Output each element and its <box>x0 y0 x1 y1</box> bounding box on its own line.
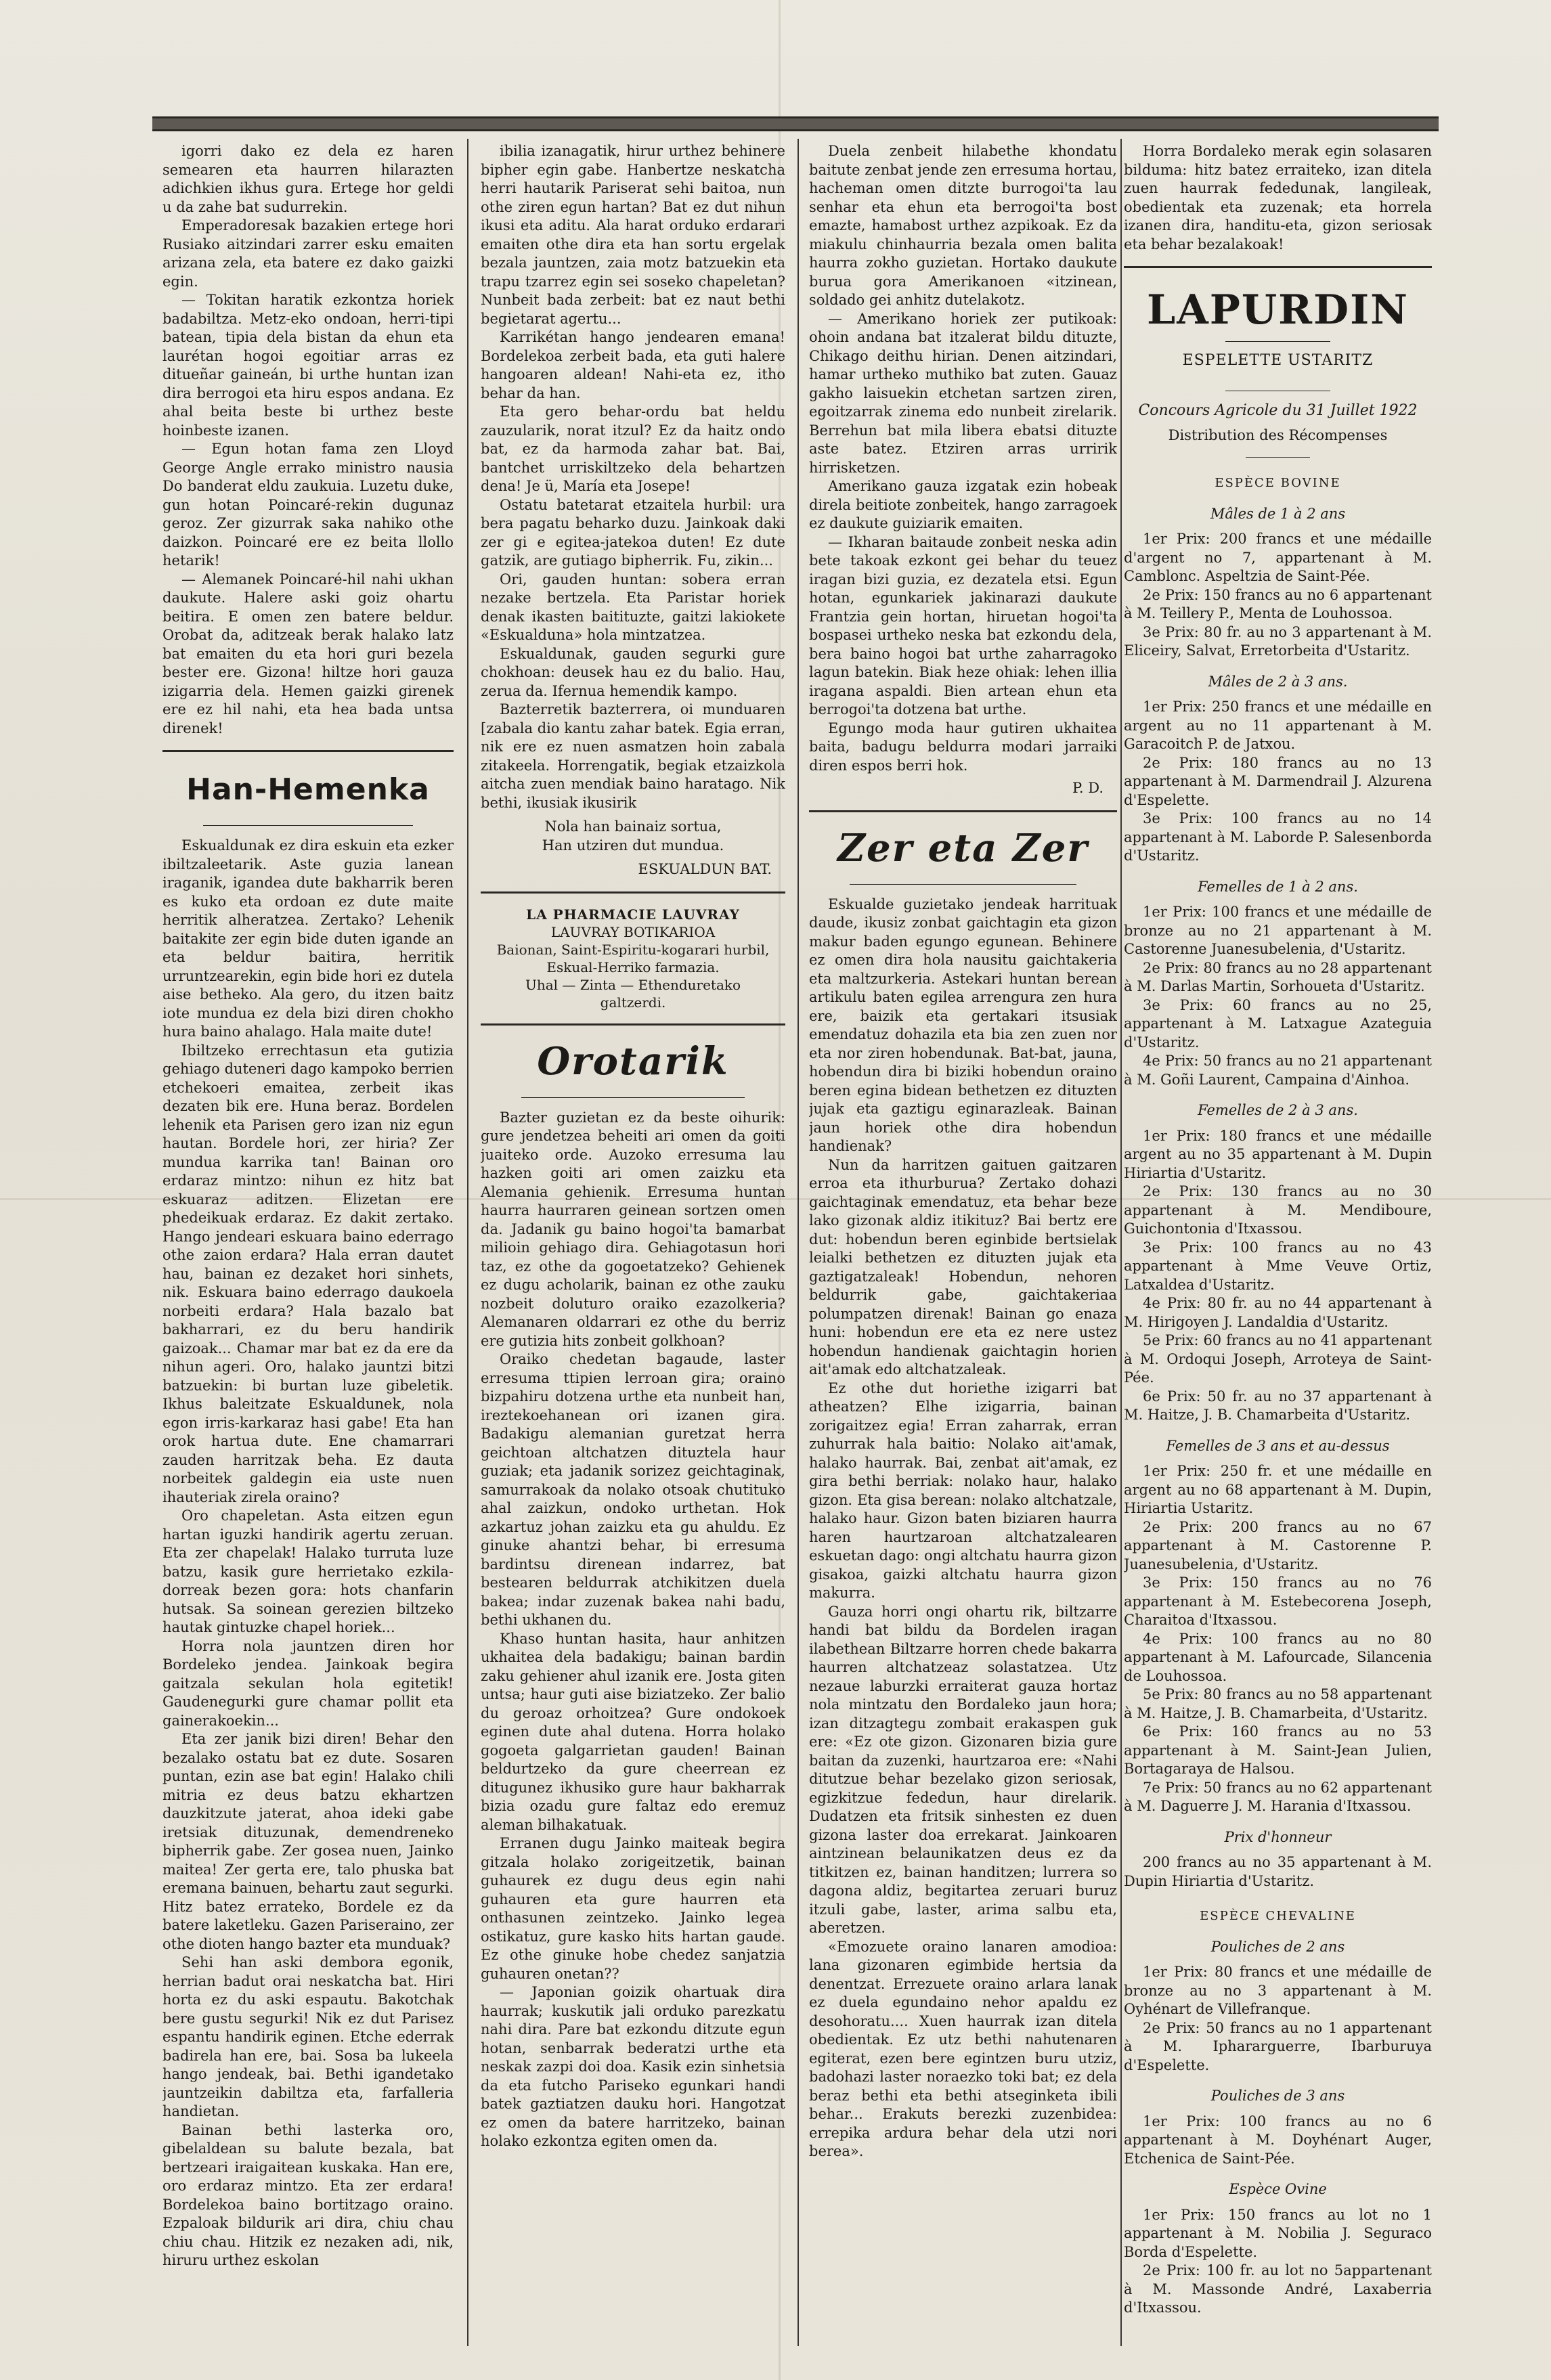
prize-entry: 3e Prix: 60 francs au no 25, appartenant à M. Latxague Azateguia d'Ustaritz. <box>1124 996 1432 1051</box>
signature: ESKUALDUN BAT. <box>638 861 772 877</box>
ad-title: LA PHARMACIE LAUVRAY <box>526 906 740 923</box>
prize-entry: 2e Prix: 150 francs au no 6 appartenant à M. Teillery P., Menta de Louhossoa. <box>1124 586 1432 621</box>
prize-entry: 1er Prix: 200 francs et une médaille d'argent no 7, appartenant à M. Camblonc. Aspeltzia de Saint-Pée. <box>1124 531 1432 584</box>
column-rule <box>798 139 799 2346</box>
heading-rule <box>1246 457 1310 458</box>
section-rule <box>809 810 1117 812</box>
prize-entry: 1er Prix: 150 francs au lot no 1 appartenant à M. Nobilia J. Seguraco Borda d'Espelette. <box>1124 2206 1432 2260</box>
ad-line: galtzerdi. <box>600 994 666 1011</box>
masthead-rule <box>152 116 1439 131</box>
paragraph: Khaso huntan hasita, haur anhitzen ukhaitea dela badakigu; bainan bardin zaku gehiener ahul izanik ere. Josta giten untsa; haur guti aise biziatzeko. Zer balio du geroaz orhoitzea? Gure ondokoek eginen dute ahal dutena. Horra holako gogoeta galgarrietan gauden! Bainan beldurtzeko da gure cheerrean ez ditugunez ikhusiko gure haur bakharrak bizia ozadu gure faltaz edo eremuz aleman bilhakatuak. <box>481 1630 785 1833</box>
ad-line: LAUVRAY BOTIKARIOA <box>550 923 716 940</box>
paragraph: Duela zenbeit hilabethe khondatu baitute zenbat jende zen erresuma hortau, hacheman omen ditzte burrogoi'ta lau senhar eta ehun eta berrogoi'ta bost emazte, hamabost urthez azpikoak. Ez da miakulu chinhaurria bezala omen balita haurra zokho guzietan. Hortako daukute burua gora Amerikanoen «itzinean, soldado gei anhitz dutelakotz. <box>809 143 1117 308</box>
column-1 <box>162 142 454 2339</box>
prize-entry: 4e Prix: 100 francs au no 80 appartenant à M. Lafourcade, Silancenia de Louhossoa. <box>1124 1630 1432 1684</box>
prize-entry: 3e Prix: 150 francs au no 76 appartenant à M. Estebecorena Joseph, Charaitoa d'Itxassou. <box>1124 1574 1432 1628</box>
prize-entry: 2e Prix: 50 francs au no 1 appartenant à M. Iphararguerre, Ibarburuya d'Espelette. <box>1124 2019 1432 2073</box>
prize-entry: 6e Prix: 160 francs au no 53 appartenant à M. Saint-Jean Julien, Bortagaraya de Halsou. <box>1124 1723 1432 1777</box>
prize-entry: 2e Prix: 180 francs au no 13 appartenant à M. Darmendrail J. Alzurena d'Espelette. <box>1124 754 1432 808</box>
category-title: Prix d'honneur <box>1224 1828 1332 1845</box>
verse-line: Nola han bainaiz sortua, <box>544 818 722 835</box>
section-rule <box>162 750 454 752</box>
category-title: Femelles de 1 à 2 ans. <box>1198 878 1358 895</box>
paragraph: Bazterretik bazterrera, oi munduaren [zabala dio kantu zahar batek. Egia erran, nik ere ez nuen asmatzen hoin zabala zitakeela. Horrengatik, begiak etzaizkola aitcha zuen mendiak baino haratago. Nik bethi, ikusiak ikusirik <box>481 701 785 811</box>
paragraph: Egungo moda haur gutiren ukhaitea baita, badugu beldurra modari jarraiki diren espos berri hok. <box>809 720 1117 774</box>
section-heading-orotarik: Orotarik <box>537 1038 729 1084</box>
prize-entry: 1er Prix: 80 francs et une médaille de bronze au no 3 appartenant à M. Oyhénart de Villefranque. <box>1124 1964 1432 2017</box>
c1-paras-a <box>162 142 454 738</box>
column-rule <box>467 139 468 2346</box>
paragraph: Eskualdunak, gauden segurki gure chokhoan: deusek hau ez du balio. Hau, zerua da. Ifernua hemendik kampo. <box>481 645 785 699</box>
paragraph: igorri dako ez dela ez haren semearen eta haurren hilarazten adichkien ikhus gura. Ertege hor geldi u da zahe bat sudurrekin. <box>162 143 454 215</box>
prize-entry: 2e Prix: 100 fr. au lot no 5appartenant à M. Massonde André, Laxaberria d'Itxassou. <box>1124 2262 1432 2316</box>
verse <box>481 818 785 855</box>
prize-entry: 3e Prix: 100 francs au no 14 appartenant à M. Laborde P. Salesenborda d'Ustaritz. <box>1124 810 1432 864</box>
ad-line: Eskual-Herriko farmazia. <box>546 958 720 975</box>
section-rule <box>1124 266 1432 268</box>
paragraph: Bainan bethi lasterka oro, gibelaldean su balute bezala, bat bertzeari iraigaitean kuskaka. Han ere, oro erdaraz mintzo. Eta zer erdara! Bordelekoa baino bortitzago oraino. Ezpaloak bildurik ari dira, chiu chau chiu chau. Hitzik ez nezaken adi, nik, hiruru urthez eskolan <box>162 2121 454 2268</box>
column-rule <box>1120 139 1122 2346</box>
category-title: Femelles de 2 à 3 ans. <box>1198 1102 1358 1118</box>
prize-entry: 1er Prix: 100 francs et une médaille de bronze au no 21 appartenant à M. Castorenne Juanesubelenia, d'Ustaritz. <box>1124 904 1432 957</box>
paragraph: «Emozuete oraino lanaren amodioa: lana gizonaren egimbide hertsia da denentzat. Errezuete oraino arlara lanak ez duela egundaino nehor apaldu ez desohoratu.... Xuen haurrak izan ditela obedientak. Ez utz bethi nahutenaren egiterat, ezen bere egintzen buru utziz, badohazi laster noraezko toki bat; ez dela beraz bethi eta bethi atseginketa ibili behar... Erakuts berezki zuzenbidea: errepika ardura behar dela utzi nori berea». <box>809 1938 1117 2159</box>
c1-paras-b <box>162 837 454 2270</box>
prize-entry: 7e Prix: 50 francs au no 62 appartenant à M. Daguerre J. M. Harania d'Itxassou. <box>1124 1779 1432 1814</box>
column-4 <box>1124 142 1432 2339</box>
section-heading-lapurdin: LAPURDIN <box>1147 286 1409 334</box>
paragraph: Horra nola jauntzen diren hor Bordeleko jendea. Jainkoak begira gaitzala sekulan hola egitetik! Gaudenegurki gure chamar pollit eta gainerakoekin... <box>162 1637 454 1729</box>
prize-entry: 1er Prix: 250 francs et une médaille en argent au no 11 appartenant à M. Garacoitch P. de Jatxou. <box>1124 699 1432 752</box>
paragraph: Amerikano gauza izgatak ezin hobeak direla beitiote zonbeitek, hango zarragoek ez daukute guiziarik emaiten. <box>809 478 1117 531</box>
section-rule <box>481 891 785 894</box>
prize-entry: 1er Prix: 100 francs au no 6 appartenant à M. Doyhénart Auger, Etchenica de Saint-Pée. <box>1124 2113 1432 2167</box>
category-title: Femelles de 3 ans et au-dessus <box>1166 1437 1390 1454</box>
column-2 <box>481 142 785 2339</box>
prize-entry: 4e Prix: 50 francs au no 21 appartenant à M. Goñi Laurent, Campaina d'Ainhoa. <box>1124 1053 1432 1088</box>
heading-rule <box>850 884 1076 885</box>
section-heading-zer-eta-zer: Zer eta Zer <box>837 825 1089 871</box>
paragraph: — Amerikano horiek zer putikoak: ohoin andana bat itzalerat bildu dituzte, Chikago deithu hirian. Denen aitzindari, hamar urtheko muthiko bat zuten. Gauaz gakho laisuekin etchetan sartzen ziren, egoitzarrak zinema edo nunbeit zirelarik. Berrehun bat mila libera ebatsi dituzte aste batez. Etziren arras urririk hirrisketzen. <box>809 310 1117 476</box>
species-title: ESPÈCE BOVINE <box>1215 476 1341 490</box>
paragraph: ibilia izanagatik, hirur urthez behinere bipher egin gabe. Hanbertze neskatcha herri hautarik Pariserat sehi baitoa, nun othe ziren egun hartan? Bat ez dut nihun ikusi eta aditu. Ala harat orduko erdarari emaiten othe dira eta han sortu ergelak bezala jauntzen, zaia motz batzuekin eta trapu tzarrez egin sei soseko chapeletan? Nunbeit bada zerbeit: bat ez naut bethi begietarat agertu... <box>481 143 785 327</box>
ad-line: Uhal — Zinta — Ethenduretako <box>525 976 741 993</box>
species-title: ESPÈCE CHEVALINE <box>1200 1909 1356 1923</box>
column-3 <box>809 142 1117 2339</box>
paragraph: Horra Bordaleko merak egin solasaren bilduma: hitz batez erraiteko, izan ditela zuen haurrak fededunak, langileak, obedientak eta zuzenak; eta horrela izanen dira, handitu-eta, gizon seriosak eta behar bezalakoak! <box>1124 143 1432 252</box>
paragraph: Bazter guzietan ez da beste oihurik: gure jendetzea beheiti ari omen da goiti juaiteko orde. Auzoko erresuma lau hazken goiti ari omen zaizku eta Alemania gehienik. Erresuma huntan haurra haurraren geinean sortzen omen da. Jadanik gu baino hogoi'ta bamarbat milioin gehiago dira. Gehiagotasun hori taz, ez othe da gogoetatzeko? Gehienek ez dugu acholarik, bainan ez othe zauku nozbeit doluturo oraiko ezazolkeria? Alemanaren oldarrari ez othe du berriz ere gutizia hits zonbeit golkhoan? <box>481 1109 785 1349</box>
distribution-title: Distribution des Récompenses <box>1168 426 1388 443</box>
prize-entry: 2e Prix: 80 francs au no 28 appartenant à M. Darlas Martin, Sorhoueta d'Ustaritz. <box>1124 959 1432 994</box>
paragraph: Ostatu batetarat etzaitela hurbil: ura bera pagatu beharko duzu. Jainkoak daki zer gi e egitea-jatekoa duten! Ez dute gatzik, are gutiago bipherrik. Fu, zikin... <box>481 496 785 569</box>
prize-entry: 3e Prix: 100 francs au no 43 appartenant à Mme Veuve Ortiz, Latxaldea d'Ustaritz. <box>1124 1239 1432 1293</box>
paragraph: Ibiltzeko errechtasun eta gutizia gehiago duteneri dago kampoko berrien etchekoeri emaitea, zerbeit ikas dezaten bik ere. Huna beraz. Bordelen lehenik eta Parisen gero izan niz egun hautan. Bordele hori, zer hiria? Zer mundua karrika tan! Bainan oro erdaraz mintzo: nihun ez hitz bat eskuaraz aditzen. Elizetan ere phedeikuak erdaraz. Ez dakit zertako. Hango jendeari eskuara baino ederrago othe zaion erdara? Hala erran dautet hau, bainan ez dezaket hori sinhets, nik. Eskuara baino ederrago daukoela norbeiti erdara? Hala bazalo bat bakharrari, ez du beru handirik gaizoak... Chamar mar bat ez da ere da nihun ageri. Oro, halako jauntzi bitzi batzuekin: bi burtan luze gibeletik. Ikhus baleitzate Eskualdunek, nola egon irris-karkaraz hasi gabe! Eta han orok hartua dute. Ene chamarrari zauden harritzak beha. Ez dauta norbeitek galdegin eia uste nuen ihauteriak zirela oraino? <box>162 1042 454 1505</box>
heading-rule <box>521 1097 745 1098</box>
prize-entry: 200 francs au no 35 appartenant à M. Dupin Hiriartia d'Ustaritz. <box>1124 1854 1432 1889</box>
pharmacy-ad <box>481 906 785 1011</box>
paragraph: — Japonian goizik ohartuak dira haurrak; kuskutik jali orduko parezkatu nahi dira. Pare bat ezkondu ditzute egun hotan, senbarrak bederatzi urthe eta neskak zazpi doi doa. Kasik ezin sinhetsia da eta futcho Pariseko egunkari handi batek gaztiatzen dauku hori. Hangotzat ez omen da batere harritzeko, bainan holako ezkontza egiten omen da. <box>481 1984 785 2149</box>
category-title: Pouliches de 2 ans <box>1210 1938 1345 1955</box>
paragraph: Ez othe dut horiethe izigarri bat atheatzen? Elhe izigarria, bainan zorigaitzez egia! Erran zaharrak, erran zuhurrak hala baitio: Nolako ait'amak, halako haurrak. Bai, zenbat ait'amak, ez gira bethi berriak: nolako haur, halako gizon. Eta gisa berean: nolako altchatzale, halako haur. Gizon baten biziaren haurra haren haurtzaroan altchatzalearen eskuetan dago: ongi altchatu haurra gizon gisakoa, gaizki altchatu haurra gizon makurra. <box>809 1380 1117 1601</box>
category-title: Mâles de 1 à 2 ans <box>1210 505 1346 522</box>
prize-entry: 2e Prix: 200 francs au no 67 appartenant à M. Castorenne P. Juanesubelenia, d'Ustaritz. <box>1124 1518 1432 1572</box>
signature: P. D. <box>1072 780 1104 796</box>
paragraph: — Egun hotan fama zen Lloyd George Angle errako ministro nausia Do banderat eldu zaukuia. Luzetu duke, gun hotan Poincaré-rekin dugunaz geroz. Zer gizurrak saka nahiko othe daizkon. Poincaré ere ez beita llollo hetarik! <box>162 441 454 569</box>
prize-entry: 3e Prix: 80 fr. au no 3 appartenant à M. Eliceiry, Salvat, Erretorbeita d'Ustaritz. <box>1124 623 1432 659</box>
paragraph: Eskualdunak ez dira eskuin eta ezker ibiltzaleetarik. Aste guzia lanean iraganik, igandea dute bakharrik beren es kuko eta ordoan ez dute maite herritik alheratzea. Zertako? Lehenik baitakite zer egin bide duten igande an eta beldur baitira, herritik urruntzearekin, egin bide hori ez dutela aise betheko. Ala gero, du itzen baitz iote mundua ez dela bizi diren chokho hura baino ahalago. Hala maite dute! <box>162 837 454 1040</box>
paragraph: Nun da harritzen gaituen gaitzaren erroa eta ithurburua? Zertako dohazi gaichtaginak emendatuz, eta behar beze lako gizonak aldiz itikituz? Bai bertz ere dut: hobendun beren eginbide bertsielak leialki bethetzen ez dituzten jujak eta gaztigatzaleak! Hobendun, nehoren beldurrik gabe, gaichtakeriaa polumpatzen direnak! Bainan go enaza huni: hobendun ere eta ez nere ustez hobendun handienak gaichtagin horien ait'amak edo altchatzaleak. <box>809 1156 1117 1378</box>
prize-entry: 1er Prix: 250 fr. et une médaille en argent au no 68 appartenant à M. Dupin, Hiriartia Ustaritz. <box>1124 1463 1432 1516</box>
paragraph: — Alemanek Poincaré-hil nahi ukhan daukute. Halere aski goiz ohartu beitira. E omen zen batere beldur. Orobat da, aditzeak berak halako latz bat emaiten du eta hori guri bezela bester ere. Gizona! hiltze hori gauza izigarria dela. Hemen gaizki girenek ere ez hil nahi, eta hea bada untsa direnek! <box>162 571 454 736</box>
verse-line: Han utziren dut mundua. <box>542 837 724 854</box>
paragraph: Oro chapeletan. Asta eitzen egun hartan iguzki handirik agertu zeruan. Eta zer chapelak! Halako turruta luze batzu, kasik gure herrietako ezkila-dorreak bezen gora: hots chanfarin hutsak. Sa soinean gerezien biltzeko hautak gintuzke chapel horiek... <box>162 1507 454 1635</box>
town-name: ESPELETTE USTARITZ <box>1182 352 1374 369</box>
paragraph: Karrikétan hango jendearen emana! Bordelekoa zerbeit bada, eta guti halere hangoaren aldean! Nahi-eta ez, itho behar da han. <box>481 329 785 401</box>
prize-entry: 1er Prix: 180 francs et une médaille argent au no 35 appartenant à M. Dupin Hiriartia d'Ustaritz. <box>1124 1127 1432 1181</box>
category-title: Pouliches de 3 ans <box>1210 2088 1345 2104</box>
paragraph: Erranen dugu Jainko maiteak begira gitzala holako zorigeitzetik, bainan guhaurek ez dugu deus egin nahi guhauren eta gure haurren eta onthasunen zeintzeko. Jainko legea ostikatuz, gure kasko hits hartan gaude. Ez othe ginuke hobe chedez sanjatzia guhauren onetan?? <box>481 1835 785 1982</box>
prize-entry: 4e Prix: 80 fr. au no 44 appartenant à M. Hirigoyen J. Landaldia d'Ustaritz. <box>1124 1295 1432 1330</box>
heading-rule <box>203 825 413 826</box>
paragraph: — Tokitan haratik ezkontza horiek badabiltza. Metz-eko ondoan, herri-tipi batean, tipia dela bistan da ehun eta laurétan hogoi egoitiar arras ez ditueñar gaineán, bi urthe huntan izan dira berrogoi eta hiru espos andana. Ez ahal beita beste bi urthez beste hoinbeste izanen. <box>162 292 454 439</box>
paragraph: Sehi han aski dembora egonik, herrian badut orai neskatcha bat. Hiri horta ez du aski espautu. Bakotchak bere gustu segurki! Nik ez dut Parisez espantu handirik eginen. Etche ederrak badirela han ere, bai. Sosa ba lukeela hango jendeak, bai. Bethi igandetako jauntzeikin dabiltza eta, farfalleria handietan. <box>162 1954 454 2119</box>
heading-rule <box>1225 341 1330 342</box>
paragraph: Gauza horri ongi ohartu rik, biltzarre handi bat bildu da Bordelen iragan ilabethean Biltzarre horren chede bakarra haurren altchatzeaz solastatzea. Utz nezaue laburzki erraiterat gauza hortaz nola mintzatu den Bordaleko jaun hora; izan ditzagtegu zombait erakaspen guk ere: «Ez ote gizon. Gizonaren bizia gure baitan da zuzenki, haurtzaroa ere: «Nahi ditutzue behar bezelako gizon seriosak, egizkitzue fededun, haur direlarik. Dudatzen eta fritsik sinhesten ez duen gizona laster doa errekarat. Jainkoaren aintzinean belaunikatzen deus ez da titkitzen ez, bainan handitzen; lurrera so dagona aldiz, begitartea zeruari buruz itzuli gabe, laster, arima salbu eta, aberetzen. <box>809 1603 1117 1936</box>
category-title: Espèce Ovine <box>1229 2181 1327 2197</box>
paragraph: Ori, gauden huntan: sobera erran nezake bertzela. Eta Paristar horiek denak ikasten baitituzte, gaitzi lakiokete «Eskualduna» hola mintzatzea. <box>481 571 785 643</box>
prize-entry: 5e Prix: 60 francs au no 41 appartenant à M. Ordoqui Joseph, Arroteya de Saint-Pée. <box>1124 1332 1432 1386</box>
paragraph: Oraiko chedetan bagaude, laster erresuma ttipien lerroan gira; oraino bizpahiru dotzena urthe eta nunbeit han, ireztekoehanean ori izanen gira. Badakigu alemanian guretzat herra geichtoan altchatzen dituztela haur guziak; eta jadanik sorizez geichtaginak, samurrakoak da nolako otsoak chutituko ahal zaizkun, ondoko urthetan. Hok azkartuz johan zaizku eta gu ahuldu. Ez ginuke ahantzi behar, bi erresuma bardintsu direnean indarrez, bat bestearen beldurrak atchikitzen duela bakea; indar zuzenak bakea nahi badu, bethi ukhanen du. <box>481 1351 785 1628</box>
prize-entry: 6e Prix: 50 fr. au no 37 appartenant à M. Haitze, J. B. Chamarbeita d'Ustaritz. <box>1124 1388 1432 1423</box>
paragraph: Eta gero behar-ordu bat heldu zauzularik, norat itzul? Ez da haitz ondo bat, ez da harmoda zahar bat. Bai, bantchet urriskiltzeko dela behartzen dena! Je ü, María eta Josepe! <box>481 403 785 494</box>
prize-entry: 5e Prix: 80 francs au no 58 appartenant à M. Haitze, J. B. Chamarbeita, d'Ustaritz. <box>1124 1686 1432 1721</box>
paragraph: — Ikharan baitaude zonbeit neska adin bete takoak ezkont gei behar du teuez iragan bizi guzia, ez dezatela etsi. Egun hotan, egunkariek jakinarazi daukute Frantzia gein hortan, hiruetan hogoi'ta bospasei urtheko neska bat ezkondu dela, bera baino hogoi bat urthe zaharragoko lagun batekin. Biak heze ohiak: lehen illia iragana aspaldi. Bien artean ehun eta berrogoi'ta dotzena bat urthe. <box>809 533 1117 718</box>
paragraph: Emperadoresak bazakien ertege hori Rusiako aitzindari zarrer esku emaiten arizana zela, eta batere ez dako gaizki egin. <box>162 217 454 290</box>
section-rule <box>481 1023 785 1026</box>
paragraph: Eta zer janik bizi diren! Behar den bezalako ostatu bat ez dute. Sosaren puntan, ezin ase bat egin! Halako chili mitria ez deus batzu ekhartzen dauzkitzute jaterat, ahoa ideki gabe iretsiak dituzunak, demendreneko bipherrik gabe. Zer gosea nuen, Jainko maitea! Zer gerta ere, talo phuska bat eremana bainuen, behartu zaut segurki. Hitz batez errateko, Bordele ez da batere laketleku. Gazen Pariseraino, zer othe dioten hango bazter eta munduak? <box>162 1731 454 1952</box>
concours-title: Concours Agricole du 31 Juillet 1922 <box>1138 401 1418 419</box>
section-heading-han-hemenka: Han-Hemenka <box>186 772 430 807</box>
ad-line: Baionan, Saint-Espiritu-kogarari hurbil, <box>496 941 770 958</box>
category-title: Mâles de 2 à 3 ans. <box>1208 673 1348 690</box>
paragraph: Eskualde guzietako jendeak harrituak daude, ikusiz zonbat gaichtagin eta gizon makur baden egungo egunean. Behinere ez omen dira hola nausitu gaichtakeria eta maltzurkeria. Astekari huntan berean artikulu baten egilea arrengura zen hura ere, baizik eta gertakari itsusiak emendatuz dohazila eta bia zen zuen nor eta nor ziren hobendunak. Bat-bat, jauna, hobendun dira bi biziki hobendun oraino beren egina bidean bethetzen ez dituzten jujak eta gaztigu eginarazleak. Bainan jaun horiek othe dira hobendun handienak? <box>809 896 1117 1154</box>
prize-entry: 2e Prix: 130 francs au no 30 appartenant à M. Mendiboure, Guichontonia d'Itxassou. <box>1124 1183 1432 1237</box>
